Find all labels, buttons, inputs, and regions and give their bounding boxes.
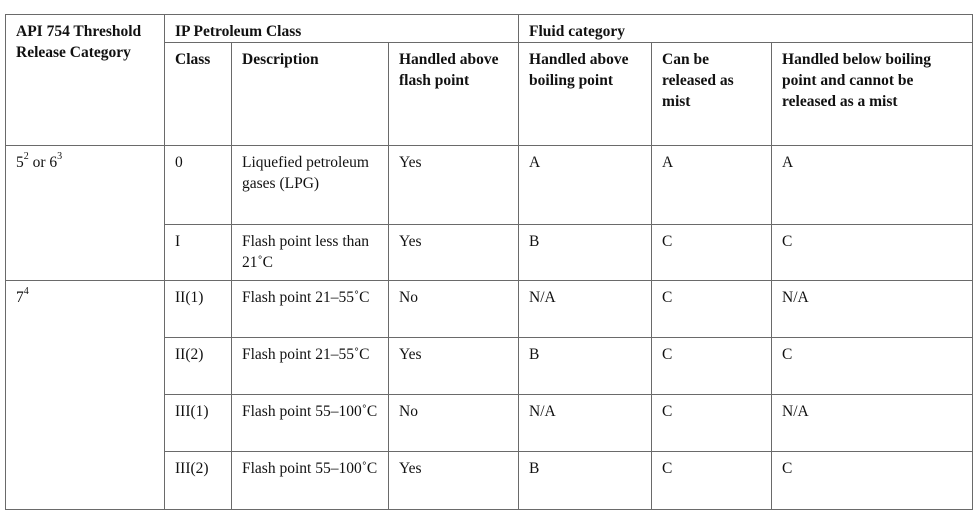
above-flash-cell: No bbox=[389, 395, 519, 452]
below-boiling-cell: C bbox=[772, 452, 973, 510]
above-boiling-cell: A bbox=[519, 146, 652, 225]
header-above-boiling: Handled above boiling point bbox=[519, 43, 652, 146]
above-flash-cell: Yes bbox=[389, 338, 519, 395]
description-cell: Flash point less than 21˚C bbox=[232, 225, 389, 281]
description-cell: Flash point 21–55˚C bbox=[232, 338, 389, 395]
mist-cell: C bbox=[652, 281, 772, 338]
class-cell: 0 bbox=[165, 146, 232, 225]
category-number: 7 bbox=[16, 289, 24, 306]
above-boiling-cell: B bbox=[519, 225, 652, 281]
header-fluid-category-group: Fluid category bbox=[519, 15, 973, 43]
category-number: 5 bbox=[16, 154, 24, 171]
above-flash-cell: Yes bbox=[389, 225, 519, 281]
header-api-category: API 754 Threshold Release Category bbox=[6, 15, 165, 146]
below-boiling-cell: A bbox=[772, 146, 973, 225]
above-flash-cell: Yes bbox=[389, 146, 519, 225]
below-boiling-cell: C bbox=[772, 338, 973, 395]
category-number: 6 bbox=[49, 154, 58, 171]
mist-cell: C bbox=[652, 395, 772, 452]
above-boiling-cell: B bbox=[519, 452, 652, 510]
class-cell: II(1) bbox=[165, 281, 232, 338]
above-boiling-cell: B bbox=[519, 338, 652, 395]
above-boiling-cell: N/A bbox=[519, 395, 652, 452]
mist-cell: C bbox=[652, 225, 772, 281]
class-cell: III(1) bbox=[165, 395, 232, 452]
category-cell bbox=[6, 146, 165, 281]
header-row-1 bbox=[6, 15, 973, 43]
mist-cell: A bbox=[652, 146, 772, 225]
above-boiling-cell: N/A bbox=[519, 281, 652, 338]
mist-cell: C bbox=[652, 452, 772, 510]
below-boiling-cell: N/A bbox=[772, 281, 973, 338]
category-join: or bbox=[28, 154, 50, 171]
header-class: Class bbox=[165, 43, 232, 146]
class-cell: II(2) bbox=[165, 338, 232, 395]
description-cell: Flash point 55–100˚C bbox=[232, 452, 389, 510]
above-flash-cell: No bbox=[389, 281, 519, 338]
header-description: Description bbox=[232, 43, 389, 146]
header-above-flash: Handled above flash point bbox=[389, 43, 519, 146]
header-mist: Can be released as mist bbox=[652, 43, 772, 146]
below-boiling-cell: C bbox=[772, 225, 973, 281]
description-cell: Flash point 55–100˚C bbox=[232, 395, 389, 452]
header-ip-class-group: IP Petroleum Class bbox=[165, 15, 519, 43]
footnote-ref: 3 bbox=[57, 150, 63, 162]
description-cell: Liquefied petroleum gases (LPG) bbox=[232, 146, 389, 225]
class-cell: III(2) bbox=[165, 452, 232, 510]
table-row bbox=[6, 146, 973, 225]
class-cell: I bbox=[165, 225, 232, 281]
footnote-ref: 4 bbox=[23, 285, 29, 297]
header-below-boiling: Handled below boiling point and cannot be released as a mist bbox=[772, 43, 973, 146]
description-cell: Flash point 21–55˚C bbox=[232, 281, 389, 338]
above-flash-cell: Yes bbox=[389, 452, 519, 510]
footnote-ref: 2 bbox=[23, 150, 29, 162]
table-row bbox=[6, 281, 973, 338]
classification-table bbox=[5, 14, 973, 510]
category-cell bbox=[6, 281, 165, 510]
mist-cell: C bbox=[652, 338, 772, 395]
below-boiling-cell: N/A bbox=[772, 395, 973, 452]
